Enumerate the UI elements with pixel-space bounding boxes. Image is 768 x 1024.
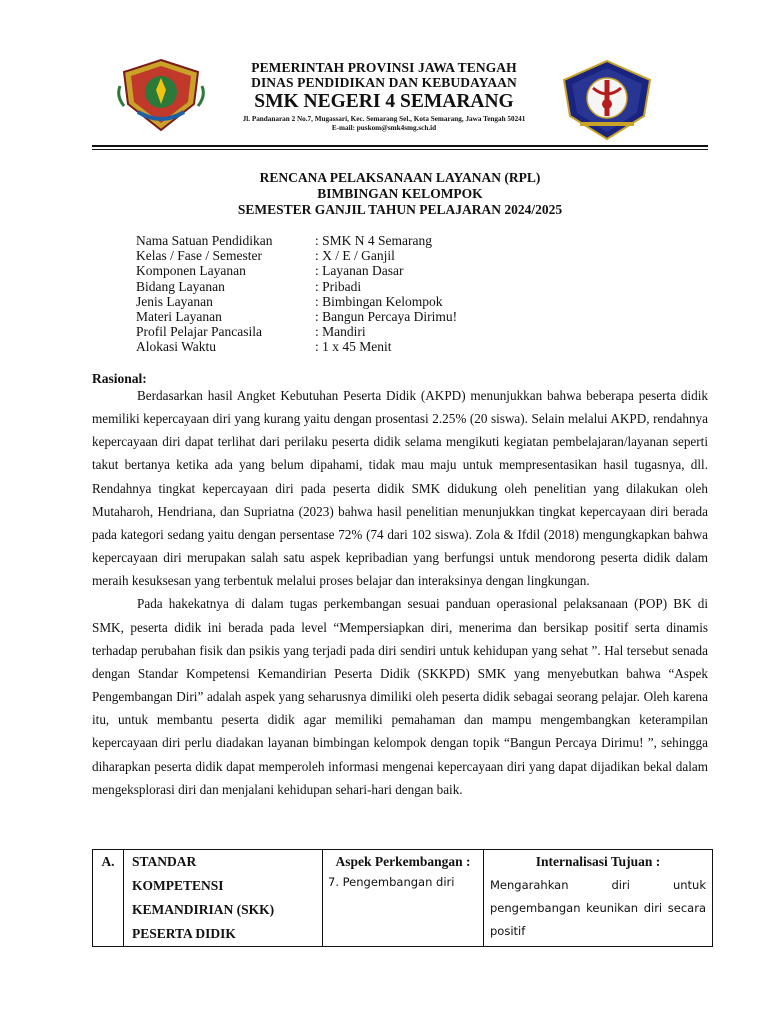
identity-value: : Pribadi <box>315 278 362 294</box>
aspect-cell <box>323 850 484 947</box>
document-title <box>92 170 708 218</box>
goal-header: Internalisasi Tujuan : <box>535 854 661 869</box>
identity-row <box>136 233 457 248</box>
title-line-3: SEMESTER GANJIL TAHUN PELAJARAN 2024/2025 <box>237 202 563 217</box>
identity-label: Nama Satuan Pendidikan <box>136 233 273 248</box>
aspect-value: 7. Pengembangan diri <box>328 875 455 889</box>
letterhead-department: DINAS PENDIDIKAN DAN KEBUDAYAAN <box>251 75 517 90</box>
letterhead-rule-thin <box>92 149 708 150</box>
skk-line: KOMPETENSI <box>132 878 224 893</box>
identity-value: : SMK N 4 Semarang <box>315 233 432 248</box>
skk-line: STANDAR <box>132 854 197 869</box>
identity-label: Materi Layanan <box>136 309 222 325</box>
section-letter: A. <box>93 850 124 947</box>
school-emblem-icon <box>560 58 654 142</box>
identity-label: Profil Pelajar Pancasila <box>136 324 262 340</box>
letterhead-email: E-mail: puskom@smk4smg.sch.id <box>331 124 437 132</box>
identity-label: Kelas / Fase / Semester <box>136 248 262 264</box>
letterhead-school-name: SMK NEGERI 4 SEMARANG <box>254 91 514 112</box>
identity-row <box>136 294 457 309</box>
title-line-2: BIMBINGAN KELOMPOK <box>317 186 483 201</box>
rasional-paragraph: Pada hakekatnya di dalam tugas perkembangan sesuai panduan operasional pelaksanaan (POP) BK di SMK, peserta didik ini berada pada level “Mempersiapkan diri, menerima dan bersikap positif serta dinamis terhadap perubahan fisik dan psikis yang terjadi pada diri sendiri untuk kehidupan yang sehat ”. Hal tersebut senada dengan Standar Kompetensi Kemandirian Peserta Didik (SKKPD) SMK yang menyebutkan bahwa “Aspek Pengembangan Diri” adalah aspek yang seharusnya dimiliki oleh peserta didik sebagai seorang pelajar. Oleh karena itu, untuk membantu peserta didik agar memiliki pemahaman dan mampu mengembangkan keterampilan kepercayaan diri perlu diadakan layanan bimbingan kelompok dengan topik “Bangun Percaya Dirimu! ”, sehingga diharapkan peserta didik dapat memperoleh informasi mengenai kepercayaan diri yang dapat dijadikan bekal dalam mengeksplorasi diri dan menjalani kehidupan sehari-hari dengan baik. <box>92 596 708 797</box>
rasional-heading: Rasional: <box>92 371 147 386</box>
title-line-1: RENCANA PELAKSANAAN LAYANAN (RPL) <box>259 170 541 185</box>
identity-value: : 1 x 45 Menit <box>315 339 392 355</box>
letterhead-address: Jl. Pandanaran 2 No.7, Mugassari, Kec. Semarang Sel., Kota Semarang, Jawa Tengah 50241 <box>242 115 526 123</box>
goal-value: Mengarahkan diri untuk pengembangan keunikan diri secara positif <box>490 878 706 938</box>
identity-label: Bidang Layanan <box>136 278 225 294</box>
identity-label: Alokasi Waktu <box>136 339 217 355</box>
letterhead <box>210 60 558 133</box>
identity-value: : X / E / Ganjil <box>315 248 395 264</box>
skk-cell <box>124 850 323 947</box>
goal-cell <box>484 850 713 947</box>
identity-table <box>136 233 457 355</box>
identity-row <box>136 279 457 294</box>
identity-row <box>136 339 457 354</box>
identity-value: : Layanan Dasar <box>315 263 404 279</box>
letterhead-rule-thick <box>92 145 708 147</box>
rasional-paragraph: Berdasarkan hasil Angket Kebutuhan Peserta Didik (AKPD) menunjukkan bahwa beberapa peserta didik memiliki kepercayaan diri yang kurang yaitu dengan prosentasi 2.25% (20 siswa). Selain melalui AKPD, rendahnya kepercayaan diri dapat terlihat dari perilaku peserta didik selama mengikuti kegiatan pembelajaran/layanan seperti takut bertanya ketika ada yang belum dipahami, tidak mau maju untuk mempresentasikan hasil tugasnya, dll. Rendahnya tingkat kepercayaan diri pada peserta didik SMK didukung oleh penelitian yang dilakukan oleh Mutaharoh, Hendriana, dan Supriatna (2023) bahwa hasil penelitian menunjukkan tingkat kepercayaan diri berada pada kategori sedang yaitu dengan persentase 72% (74 dari 102 siswa). Zola & Ifdil (2018) mengungkapkan bahwa kepercayaan diri merupakan salah satu aspek kepribadian yang berfungsi untuk mendorong peserta didik dalam meraih kesuksesan yang terbentuk melalui proses belajar dan interaksinya dengan lingkungan. <box>92 388 708 589</box>
identity-row <box>136 263 457 278</box>
identity-label: Jenis Layanan <box>136 293 213 309</box>
identity-row <box>136 324 457 339</box>
letterhead-government: PEMERINTAH PROVINSI JAWA TENGAH <box>251 60 517 75</box>
jawa-tengah-emblem-icon <box>116 56 206 134</box>
rasional-body <box>92 384 708 801</box>
identity-row <box>136 309 457 324</box>
skk-line: PESERTA DIDIK <box>132 926 236 941</box>
standard-competency-table <box>92 849 713 947</box>
identity-value: : Mandiri <box>315 324 366 340</box>
identity-value: : Bangun Percaya Dirimu! <box>315 309 458 325</box>
aspect-header: Aspek Perkembangan : <box>335 854 471 869</box>
table-row <box>93 850 713 947</box>
identity-value: : Bimbingan Kelompok <box>315 293 443 309</box>
identity-label: Komponen Layanan <box>136 263 246 279</box>
skk-line: KEMANDIRIAN (SKK) <box>132 902 275 917</box>
identity-row <box>136 248 457 263</box>
